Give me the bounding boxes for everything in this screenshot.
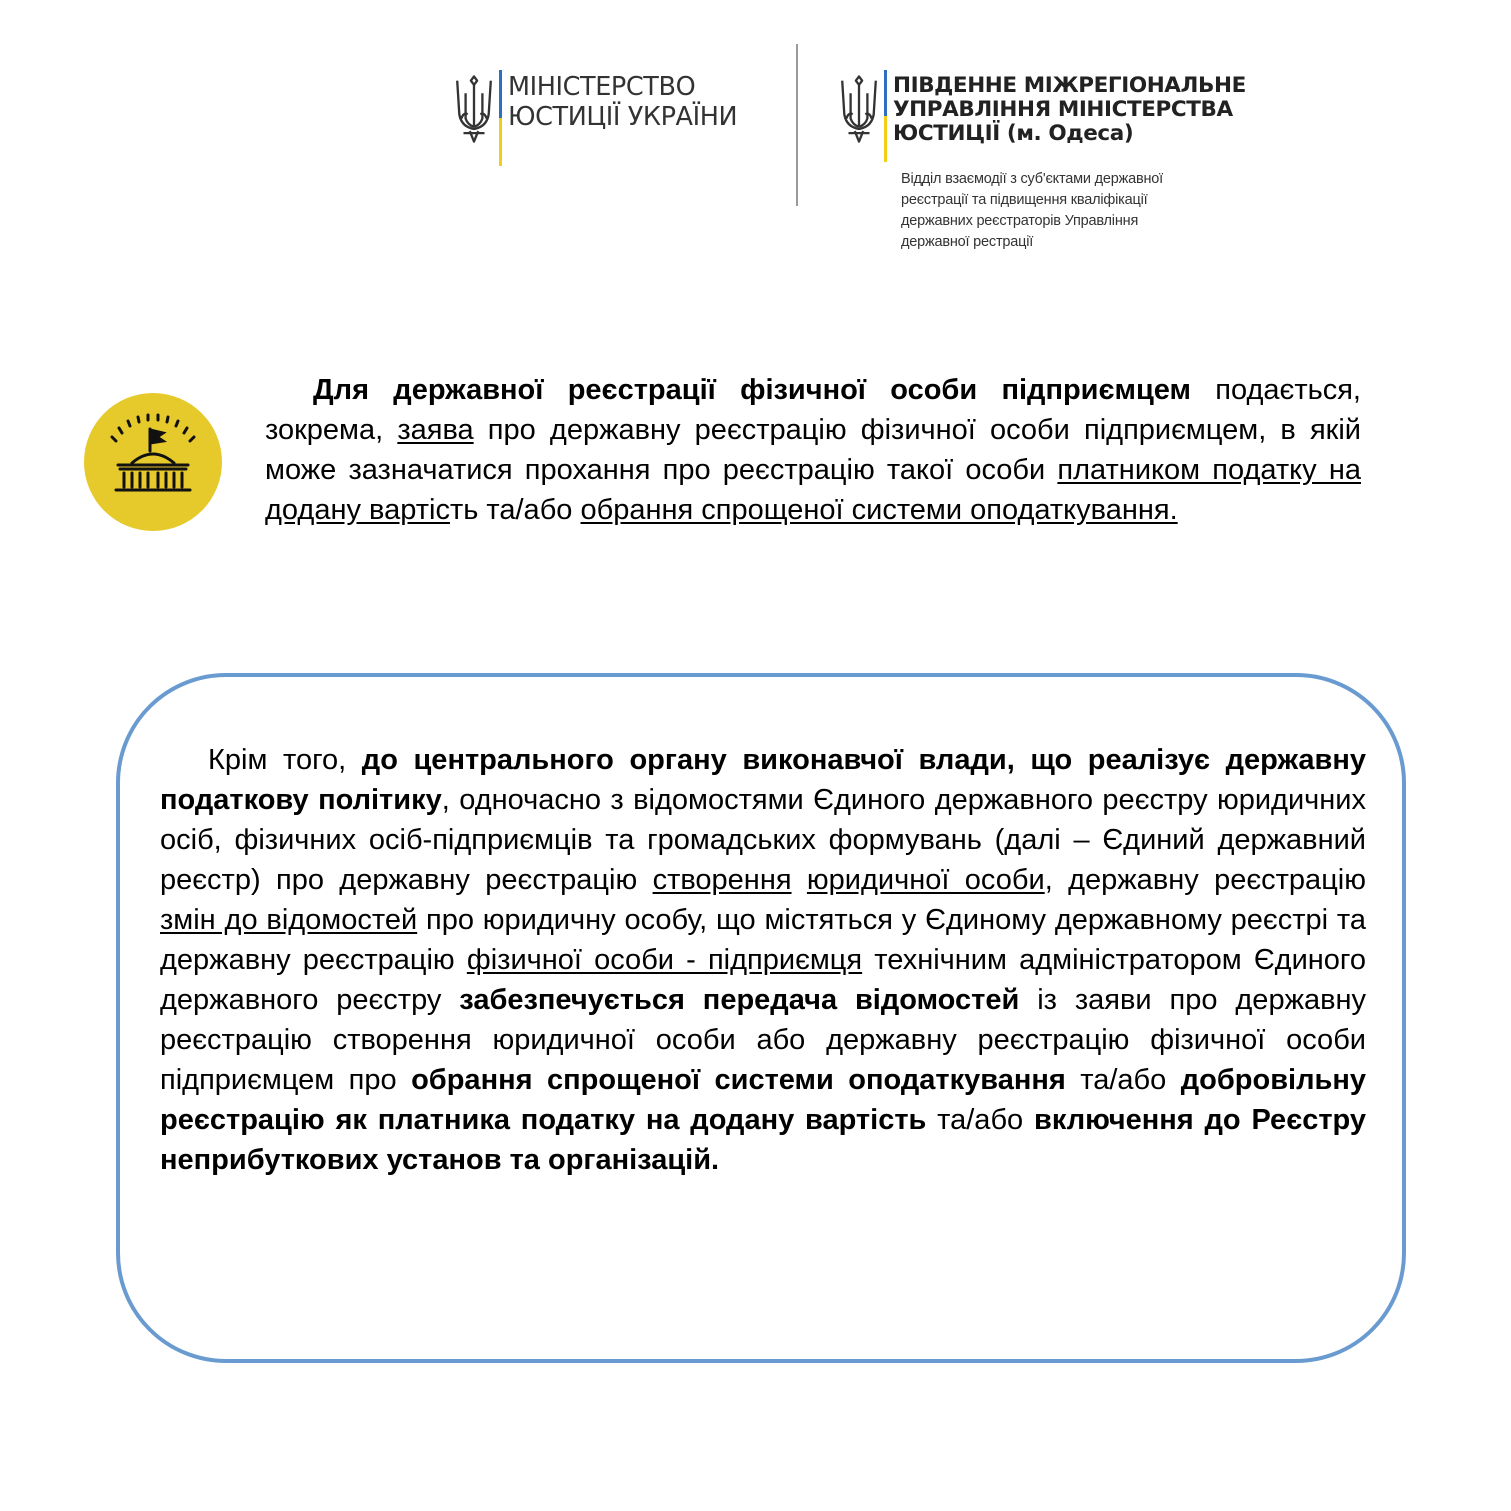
- office-name: ПІВДЕННЕ МІЖРЕГІОНАЛЬНЕ УПРАВЛІННЯ МІНІСТЕРСТВА ЮСТИЦІЇ (м. Одеса): [893, 73, 1246, 146]
- trident-icon: [453, 72, 495, 146]
- flag-bar: [499, 70, 502, 166]
- department-name: Відділ взаємодії з суб'єктами державної реєстрації та підвищення кваліфікації державних реєстраторів Управління державної рестрації: [901, 171, 1163, 250]
- intro-paragraph: Для державної реєстрації фізичної особи підприємцем подається, зокрема, заява про державну реєстрацію фізичної особи підприємцем, в якій може зазначатися прохання про реєстрацію такої особи платником податку на додану вартість та/або обрання спрощеної системи оподаткування.: [265, 374, 1361, 526]
- office-logo: [838, 70, 1246, 162]
- trident-icon: [838, 72, 880, 146]
- government-building-flag-icon: [84, 393, 222, 531]
- flag-bar: [884, 70, 887, 162]
- info-paragraph: Крім того, до центрального органу виконавчої влади, що реалізує державну податкову політику, одночасно з відомостями Єдиного державного реєстру юридичних осіб, фізичних осіб-підприємців та громадських формувань (далі – Єдиний державний реєстр) про державну реєстрацію створення юридичної особи, державну реєстрацію змін до відомостей про юридичну особу, що містяться у Єдиному державному реєстрі та державну реєстрацію фізичної особи - підприємця технічним адміністратором Єдиного державного реєстру забезпечується передача відомостей із заяви про державну реєстрацію створення юридичної особи або державну реєстрацію фізичної особи підприємцем про обрання спрощеної системи оподаткування та/або добровільну реєстрацію як платника податку на додану вартість та/або включення до Реєстру неприбуткових установ та організацій.: [160, 744, 1367, 1176]
- header-divider: [796, 44, 798, 206]
- ministry-logo: [453, 70, 737, 166]
- ministry-name: МІНІСТЕРСТВО ЮСТИЦІЇ УКРАЇНИ: [508, 72, 738, 132]
